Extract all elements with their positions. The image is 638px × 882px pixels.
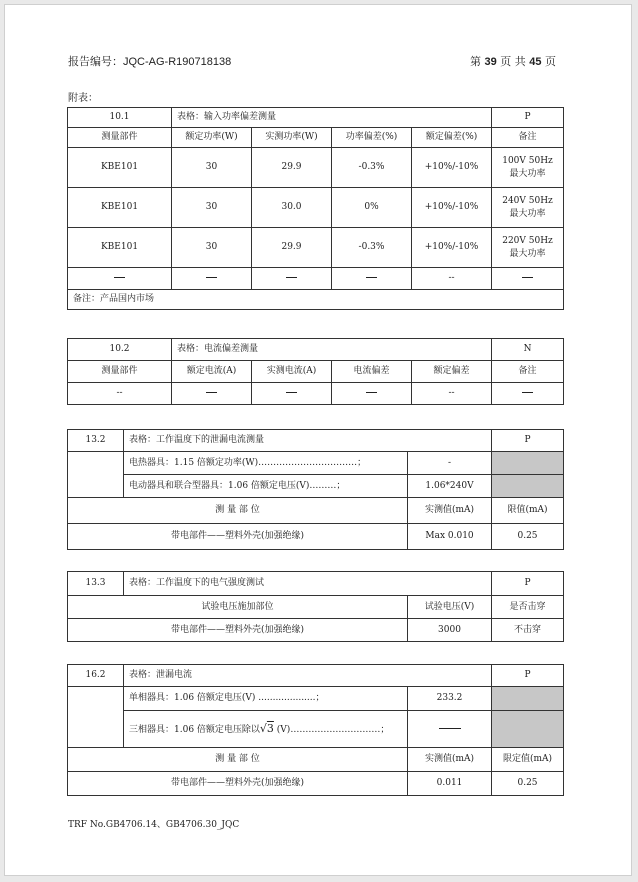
dash-mark xyxy=(114,277,125,278)
note-line-1: 240V 50Hz xyxy=(502,195,553,206)
cell-allowed: +10%/-10% xyxy=(412,188,492,228)
report-number xyxy=(68,53,231,69)
empty-cell xyxy=(252,268,332,290)
measurement-position-header: 测 量 部 位 xyxy=(68,748,408,772)
clause-number: 16.2 xyxy=(68,665,124,687)
dash-mark xyxy=(206,392,217,393)
column-header: 功率偏差(%) xyxy=(332,128,412,148)
verdict: P xyxy=(492,665,564,687)
table-input-power xyxy=(67,107,564,310)
table-row-empty xyxy=(68,383,564,405)
table-row xyxy=(68,524,564,550)
empty-cell: -- xyxy=(412,383,492,405)
three-phase-label-suffix: (V)…………………………； xyxy=(276,724,390,735)
cell-limit: 0.25 xyxy=(492,772,564,796)
dash-mark xyxy=(522,277,533,278)
cell-note xyxy=(492,148,564,188)
single-phase-label: 单相器具：1.06 倍额定电压(V) ....................； xyxy=(124,687,408,711)
breakdown-header: 是否击穿 xyxy=(492,596,564,619)
verdict: P xyxy=(492,572,564,596)
table-title: 表格：工作温度下的电气强度测试 xyxy=(124,572,492,596)
measured-value-header: 实测值(mA) xyxy=(408,498,492,524)
blank-cell xyxy=(68,452,124,498)
page-prefix: 第 xyxy=(470,55,481,68)
shaded-cell xyxy=(492,687,564,711)
cell-result: 不击穿 xyxy=(492,619,564,642)
column-header: 测量部件 xyxy=(68,361,172,383)
empty-cell xyxy=(332,268,412,290)
page-indicator xyxy=(470,53,556,69)
sqrt-radicand: 3 xyxy=(266,721,274,735)
cell-rated: 30 xyxy=(172,188,252,228)
footer-trf: TRF No.GB4706.14、GB4706.30_JQC xyxy=(68,820,240,830)
cell-part: 带电部件——塑料外壳(加强绝缘) xyxy=(68,772,408,796)
shaded-cell xyxy=(492,475,564,498)
dash-mark xyxy=(366,392,377,393)
table-row xyxy=(68,619,564,642)
empty-cell xyxy=(332,383,412,405)
dash-mark xyxy=(286,277,297,278)
cell-measured: 29.9 xyxy=(252,148,332,188)
cell-part: 带电部件——塑料外壳(加强绝缘) xyxy=(68,524,408,550)
column-header: 实测电流(A) xyxy=(252,361,332,383)
page-mid: 页 共 xyxy=(500,55,526,68)
single-phase-value: 233.2 xyxy=(408,687,492,711)
cell-measured: 0.011 xyxy=(408,772,492,796)
shaded-cell xyxy=(492,452,564,475)
cell-part: KBE101 xyxy=(68,188,172,228)
report-number-label: 报告编号： xyxy=(68,55,123,68)
cell-measured: 30.0 xyxy=(252,188,332,228)
table-title: 表格：输入功率偏差测量 xyxy=(172,108,492,128)
empty-cell xyxy=(172,268,252,290)
motor-appliance-value: 1.06*240V xyxy=(408,475,492,498)
empty-cell xyxy=(68,268,172,290)
verdict: N xyxy=(492,339,564,361)
empty-cell xyxy=(172,383,252,405)
measured-value-header: 实测值(mA) xyxy=(408,748,492,772)
table-footnote: 备注：产品国内市场 xyxy=(68,290,564,310)
table-row xyxy=(68,228,564,268)
clause-number: 10.1 xyxy=(68,108,172,128)
cell-deviation: -0.3% xyxy=(332,228,412,268)
cell-measured: Max 0.010 xyxy=(408,524,492,550)
limit-header: 限定值(mA) xyxy=(492,748,564,772)
verdict: P xyxy=(492,108,564,128)
cell-rated: 30 xyxy=(172,228,252,268)
blank-cell xyxy=(68,687,124,748)
cell-note xyxy=(492,228,564,268)
note-line-2: 最大功率 xyxy=(509,208,546,219)
cell-note xyxy=(492,188,564,228)
page-total: 45 xyxy=(529,56,542,68)
column-header: 测量部件 xyxy=(68,128,172,148)
dash-mark xyxy=(366,277,377,278)
cell-voltage: 3000 xyxy=(408,619,492,642)
note-line-1: 220V 50Hz xyxy=(502,235,553,246)
apply-position-header: 试验电压施加部位 xyxy=(68,596,408,619)
limit-header: 限值(mA) xyxy=(492,498,564,524)
column-header: 额定偏差 xyxy=(412,361,492,383)
dash-mark xyxy=(522,392,533,393)
column-header: 额定偏差(%) xyxy=(412,128,492,148)
verdict: P xyxy=(492,430,564,452)
dash-mark xyxy=(439,728,461,729)
dash-mark xyxy=(286,392,297,393)
table-row xyxy=(68,148,564,188)
annex-label: 附表： xyxy=(68,93,98,104)
cell-allowed: +10%/-10% xyxy=(412,148,492,188)
cell-measured: 29.9 xyxy=(252,228,332,268)
three-phase-value xyxy=(408,711,492,748)
page-suffix: 页 xyxy=(545,55,556,68)
empty-cell xyxy=(492,383,564,405)
page-number: 39 xyxy=(484,56,497,68)
cell-deviation: 0% xyxy=(332,188,412,228)
table-electric-strength xyxy=(67,571,564,642)
empty-cell xyxy=(252,383,332,405)
column-header: 实测功率(W) xyxy=(252,128,332,148)
table-row xyxy=(68,772,564,796)
sqrt-symbol: √3 xyxy=(259,721,274,735)
table-leakage-current xyxy=(67,664,564,796)
note-line-2: 最大功率 xyxy=(509,248,546,259)
empty-cell xyxy=(492,268,564,290)
table-leakage-current-operating xyxy=(67,429,564,550)
column-header: 额定电流(A) xyxy=(172,361,252,383)
three-phase-label-text: 三相器具：1.06 倍额定电压除以 xyxy=(129,724,260,735)
cell-part: 带电部件——塑料外壳(加强绝缘) xyxy=(68,619,408,642)
cell-limit: 0.25 xyxy=(492,524,564,550)
shaded-cell xyxy=(492,711,564,748)
cell-part: KBE101 xyxy=(68,228,172,268)
clause-number: 10.2 xyxy=(68,339,172,361)
cell-allowed: +10%/-10% xyxy=(412,228,492,268)
note-line-2: 最大功率 xyxy=(509,168,546,179)
table-title: 表格：工作温度下的泄漏电流测量 xyxy=(124,430,492,452)
heating-appliance-value: - xyxy=(408,452,492,475)
dash-mark xyxy=(206,277,217,278)
motor-appliance-label: 电动器具和联合型器具：1.06 倍额定电压(V)………； xyxy=(124,475,408,498)
note-line-1: 100V 50Hz xyxy=(502,155,553,166)
heating-appliance-label: 电热器具：1.15 倍额定功率(W)……………………………； xyxy=(124,452,408,475)
table-title: 表格：泄漏电流 xyxy=(124,665,492,687)
column-header: 备注 xyxy=(492,361,564,383)
clause-number: 13.3 xyxy=(68,572,124,596)
column-header: 备注 xyxy=(492,128,564,148)
table-title: 表格：电流偏差测量 xyxy=(172,339,492,361)
table-row xyxy=(68,188,564,228)
empty-cell: -- xyxy=(68,383,172,405)
column-header: 额定功率(W) xyxy=(172,128,252,148)
clause-number: 13.2 xyxy=(68,430,124,452)
empty-cell: -- xyxy=(412,268,492,290)
cell-part: KBE101 xyxy=(68,148,172,188)
cell-rated: 30 xyxy=(172,148,252,188)
table-current-deviation xyxy=(67,338,564,405)
three-phase-label xyxy=(124,711,408,748)
cell-deviation: -0.3% xyxy=(332,148,412,188)
column-header: 电流偏差 xyxy=(332,361,412,383)
test-voltage-header: 试验电压(V) xyxy=(408,596,492,619)
report-number-value: JQC-AG-R190718138 xyxy=(123,56,232,68)
table-row-empty xyxy=(68,268,564,290)
measurement-position-header: 测 量 部 位 xyxy=(68,498,408,524)
